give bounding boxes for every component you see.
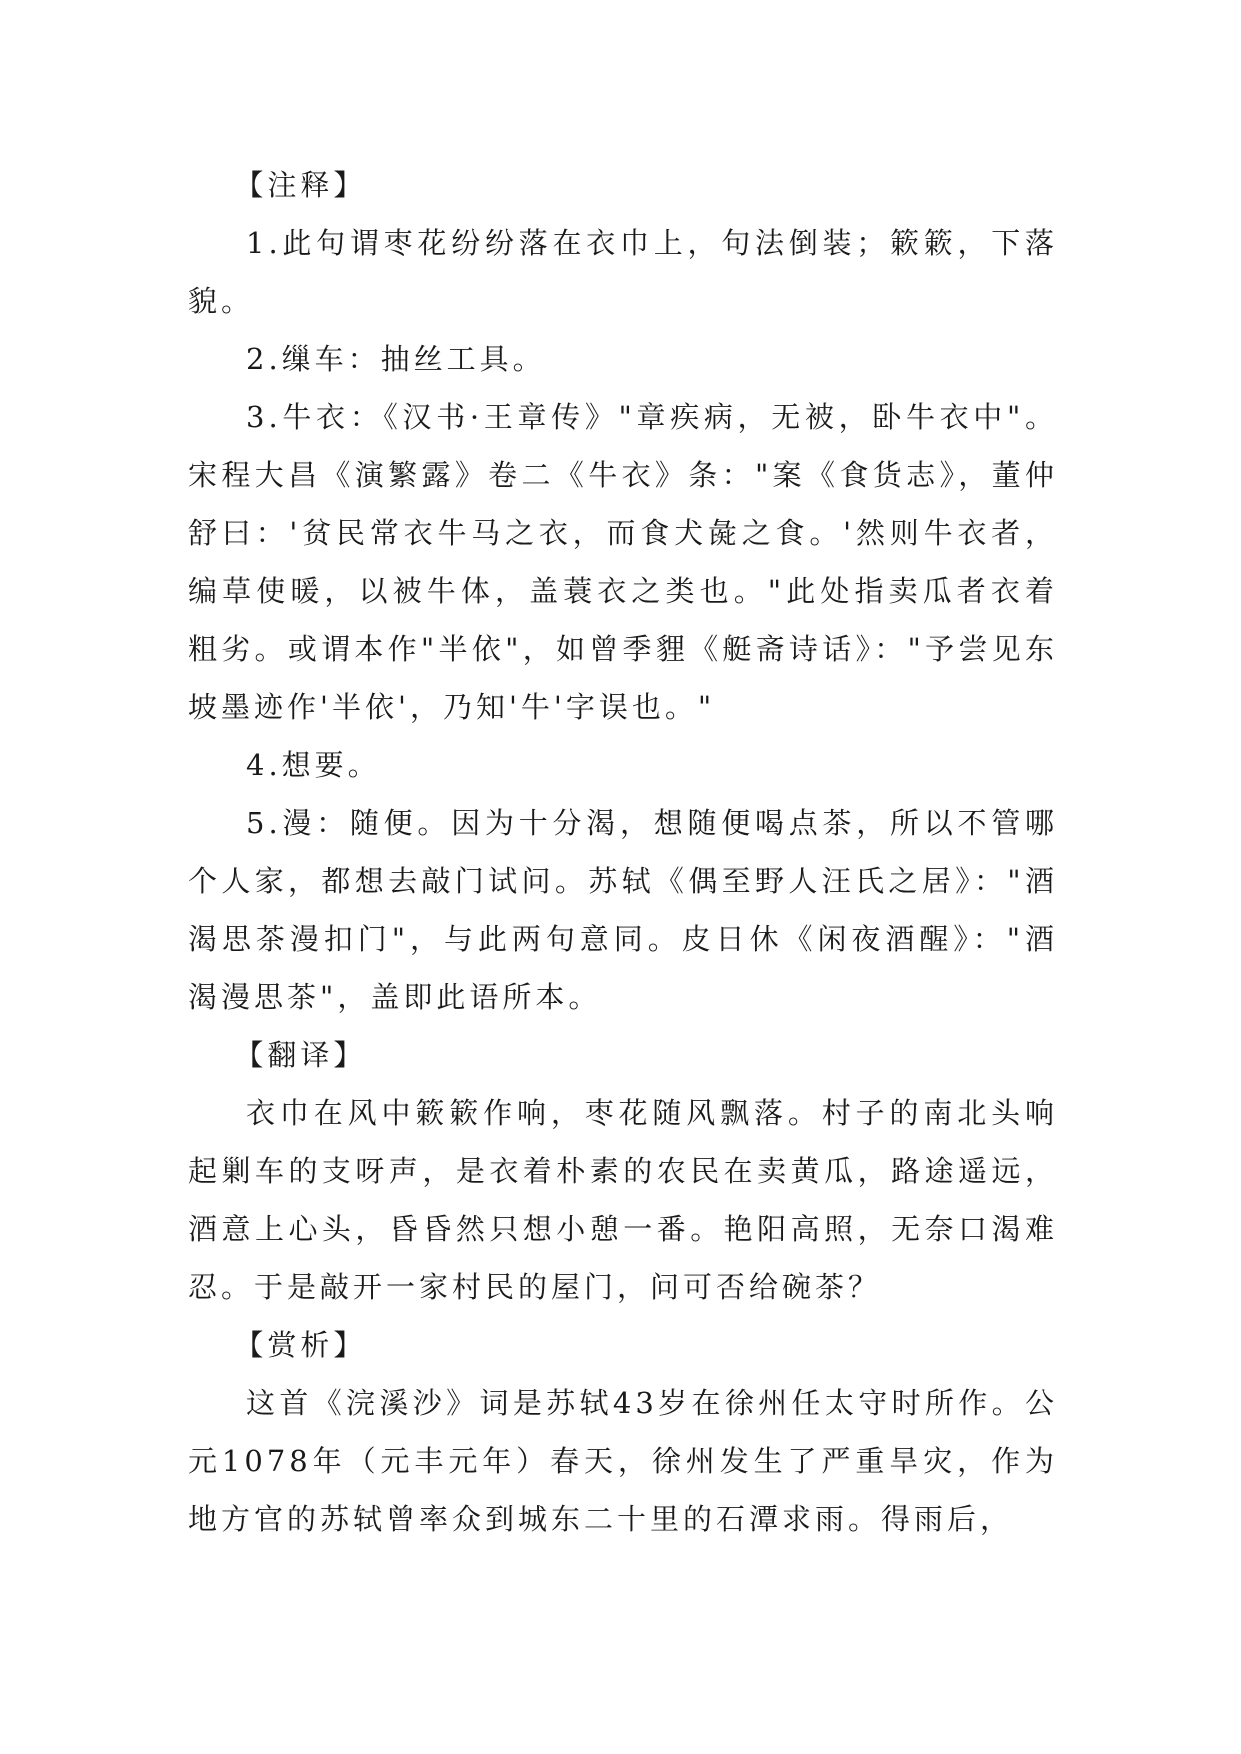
notes-heading: 【注释】 [234, 168, 367, 202]
note-item-3: 3.牛衣：《汉书·王章传》"章疾病，无被，卧牛衣中"。宋程大昌《演繁露》卷二《牛衣》条："案《食货志》，董仲舒曰：'贫民常衣牛马之衣，而食犬彘之食。'然则牛衣者，编草使暖，以被牛体，盖蓑衣之类也。"此处指卖瓜者衣着粗劣。或谓本作"半依"，如曾季貍《艇斋诗话》："予尝见东坡墨迹作'半依'，乃知'牛'字误也。" [188, 400, 1058, 724]
note-item-5: 5.漫：随便。因为十分渴，想随便喝点茶，所以不管哪个人家，都想去敲门试问。苏轼《偶至野人汪氏之居》："酒渴思茶漫扣门"，与此两句意同。皮日休《闲夜酒醒》："酒渴漫思茶"，盖即此语所本。 [188, 806, 1058, 1014]
translation-text: 衣巾在风中簌簌作响，枣花随风飘落。村子的南北头响起剿车的支呀声，是衣着朴素的农民在卖黄瓜，路途遥远，酒意上心头，昏昏然只想小憩一番。艳阳高照，无奈口渴难忍。于是敲开一家村民的屋门，问可否给碗茶？ [188, 1096, 1058, 1304]
appreciation-text: 这首《浣溪沙》词是苏轼43岁在徐州任太守时所作。公元1078年（元丰元年）春天，徐州发生了严重旱灾，作为地方官的苏轼曾率众到城东二十里的石潭求雨。得雨后， [188, 1386, 1058, 1536]
document-body [188, 156, 1058, 1548]
note-item-4: 4.想要。 [246, 748, 381, 782]
note-item-1: 1.此句谓枣花纷纷落在衣巾上，句法倒装；簌簌，下落貌。 [188, 226, 1058, 318]
appreciation-heading: 【赏析】 [234, 1328, 367, 1362]
note-item-2: 2.缫车：抽丝工具。 [246, 342, 546, 376]
translation-heading: 【翻译】 [234, 1038, 367, 1072]
